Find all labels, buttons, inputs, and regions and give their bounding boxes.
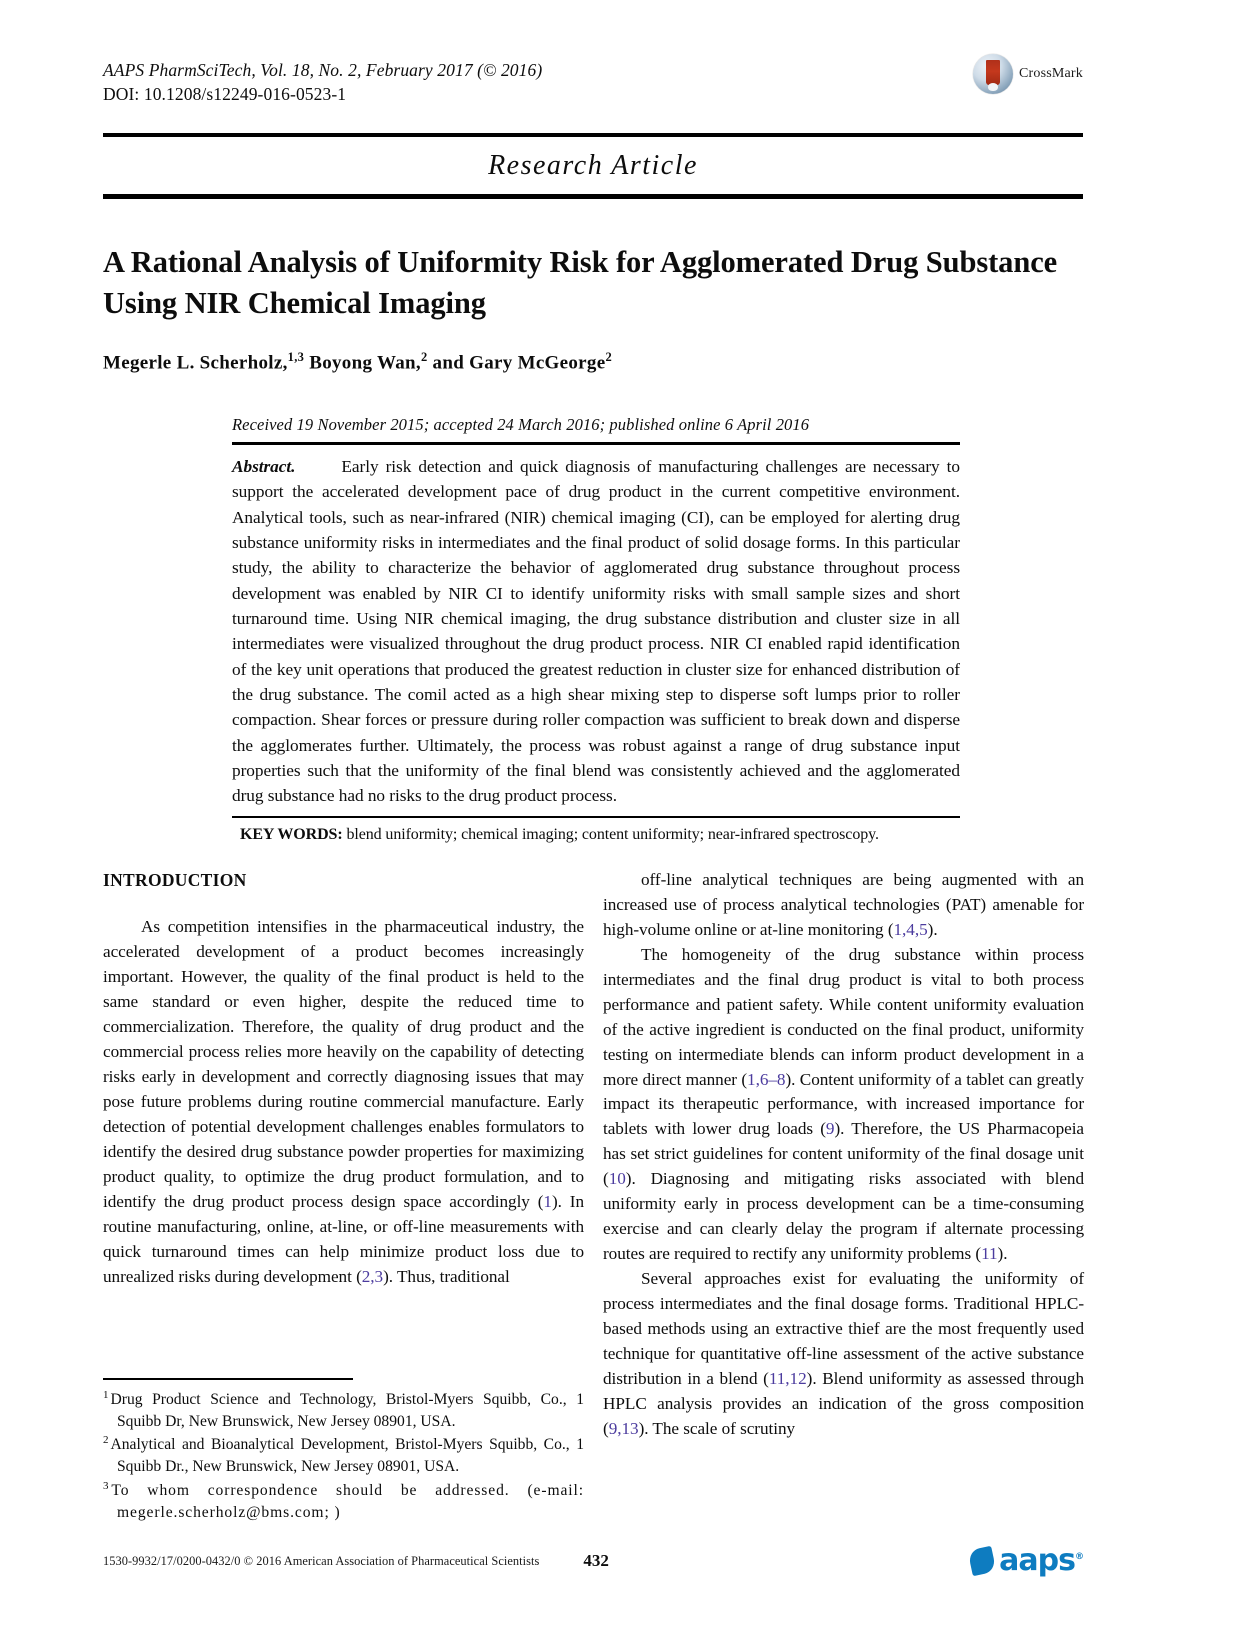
- page-footer: [103, 1543, 1083, 1578]
- masthead-text-block: [103, 58, 542, 106]
- footnote-item: [103, 1388, 584, 1433]
- author-name-1: Megerle L. Scherholz,: [103, 352, 288, 374]
- paragraph-left-1: [103, 915, 584, 1289]
- citation-link-6[interactable]: 10: [608, 1169, 626, 1189]
- aaps-wordmark-text: aaps: [999, 1543, 1075, 1578]
- crossmark-icon: [973, 54, 1013, 94]
- author-name-2: Boyong Wan,: [304, 352, 421, 374]
- journal-citation-line: AAPS PharmSciTech, Vol. 18, No. 2, February 2017 (© 2016): [103, 60, 543, 80]
- paragraph-left-1-part-a: As competition intensifies in the pharmaceutical industry, the accelerated development of a product becomes increasingly important. However, the quality of the final product is held to the same standard or even higher, despite the reduced time to commercialization. Therefore, the quality of drug product and the commercial process relies more heavily on the capability of detecting risks early in development and correctly diagnosing issues that may pose future problems during routine commercial manufacture. Early detection of potential development challenges enables formulators to identify the desired drug substance powder properties for maximizing product quality, to optimize the drug product formulation, and to identify the drug product process design space accordingly (: [103, 917, 584, 1211]
- keywords-values: blend uniformity; chemical imaging; content uniformity; near-infrared spectroscopy.: [342, 825, 879, 843]
- footnotes-block: [103, 1378, 584, 1525]
- aaps-logo: [970, 1543, 1083, 1578]
- footnote-divider: [103, 1378, 353, 1380]
- paragraph-right-2-part-b: ). Content uniformity of a tablet can greatly impact its therapeutic performance, with increased importance for tablets with lower drug loads (: [603, 1069, 1085, 1139]
- page-title: A Rational Analysis of Uniformity Risk for Agglomerated Drug Substance Using NIR Chemical Imaging: [103, 245, 1058, 320]
- abstract-block: [232, 415, 960, 844]
- citation-link-9[interactable]: 9,13: [608, 1418, 639, 1438]
- author-list: [103, 350, 1083, 374]
- body-column-right: [603, 868, 1084, 1442]
- paragraph-right-3-part-b: ). Blend uniformity as assessed through HPLC analysis provides an indication of the gross composition (: [603, 1368, 1084, 1438]
- paragraph-right-2-part-e: ).: [997, 1244, 1008, 1264]
- paragraph-right-2: [603, 943, 1084, 1267]
- paragraph-right-3: [603, 1267, 1084, 1442]
- citation-link-8[interactable]: 11,12: [768, 1368, 807, 1388]
- crossmark-badge-group[interactable]: [973, 54, 1083, 94]
- abstract-text: [232, 445, 960, 816]
- author-name-3: and Gary McGeorge: [427, 352, 606, 374]
- footnote-marker: 3: [103, 1480, 110, 1493]
- doi-line: DOI: 10.1208/s12249-016-0523-1: [103, 84, 347, 105]
- section-heading-introduction: INTRODUCTION: [103, 870, 247, 890]
- citation-link-2[interactable]: 2,3: [361, 1266, 384, 1286]
- citation-link-4[interactable]: 1,6–8: [747, 1069, 786, 1089]
- paragraph-right-2-part-a: The homogeneity of the drug substance within process intermediates and the final drug product is vital to both process performance and patient safety. While content uniformity evaluation of the active ingredient is conducted on the final product, uniformity testing on intermediate blends can inform product development in a more direct manner (: [603, 944, 1084, 1089]
- aaps-leaf-icon: [968, 1546, 997, 1576]
- masthead: [103, 58, 1083, 106]
- paragraph-right-3-part-c: ). The scale of scrutiny: [638, 1418, 796, 1438]
- paragraph-right-1-part-b: ).: [927, 919, 938, 939]
- paragraph-right-2-part-d: ). Diagnosing and mitigating risks associated with blend uniformity early in process development can be a time-consuming exercise and can clearly delay the program if alternate processing routes are required to rectify any uniformity problems (: [603, 1169, 1084, 1264]
- citation-link-7[interactable]: 11: [981, 1244, 998, 1264]
- footnote-text: Analytical and Bioanalytical Development, Bristol-Myers Squibb, Co., 1 Squibb Dr., New Brunswick, New Jersey 08901, USA.: [110, 1436, 584, 1476]
- footnote-text: To whom correspondence should be addressed. (e-mail: megerle.scherholz@bms.com; ): [111, 1482, 584, 1522]
- registered-trademark-icon: ®: [1075, 1552, 1083, 1562]
- footnote-item: [103, 1433, 584, 1478]
- article-type-label: Research Article: [488, 150, 698, 181]
- crossmark-label: CrossMark: [1018, 66, 1083, 81]
- paragraph-right-1: [603, 868, 1084, 943]
- page-number: 432: [583, 1551, 609, 1570]
- citation-link-5[interactable]: 9: [825, 1119, 835, 1139]
- paragraph-left-1-part-b: ). In routine manufacturing, online, at-line, or off-line measurements with quick turnaround times can help minimize product loss due to unrealized risks during development (: [103, 1191, 584, 1286]
- issn-copyright-line: 1530-9932/17/0200-0432/0 © 2016 American Association of Pharmaceutical Scientists: [103, 1553, 540, 1568]
- abstract-label: Abstract.: [232, 457, 296, 476]
- paragraph-left-1-part-c: ). Thus, traditional: [383, 1266, 510, 1286]
- author-affil-marker-1: 1,3: [287, 350, 305, 364]
- footnote-text: Drug Product Science and Technology, Bristol-Myers Squibb, Co., 1 Squibb Dr, New Brunswick, New Jersey 08901, USA.: [110, 1390, 584, 1430]
- paragraph-right-2-part-c: ). Therefore, the US Pharmacopeia has set strict guidelines for content uniformity of the final dosage unit (: [603, 1119, 1085, 1189]
- author-affil-marker-2: 2: [420, 350, 428, 364]
- footnote-marker: 1: [103, 1388, 109, 1401]
- paragraph-right-1-part-a: off-line analytical techniques are being augmented with an increased use of process analytical technologies (PAT) amenable for high-volume online or at-line monitoring (: [603, 870, 1084, 939]
- aaps-wordmark: [999, 1543, 1083, 1578]
- paragraph-right-3-part-a: Several approaches exist for evaluating the uniformity of process intermediates and the final dosage forms. Traditional HPLC-based methods using an extractive thief are the most frequently used technique for quantitative off-line assessment of the active substance distribution in a blend (: [603, 1269, 1084, 1388]
- abstract-paragraph: Early risk detection and quick diagnosis of manufacturing challenges are necessary to support the accelerated development pace of drug product in the current competitive environment. Analytical tools, such as near-infrared (NIR) chemical imaging (CI), can be employed for alerting drug substance uniformity risks in intermediates and the final product of solid dosage forms. In this particular study, the ability to characterize the behavior of agglomerated drug substance throughout process development was enabled by NIR CI to identify uniformity risks with small sample sizes and short turnaround time. Using NIR chemical imaging, the drug substance distribution and cluster size in all intermediates were visualized throughout the drug product process. NIR CI enabled rapid identification of the key unit operations that produced the greatest reduction in cluster size for enhanced distribution of the drug substance. The comil acted as a high shear mixing step to disperse soft lumps prior to roller compaction. Shear forces or pressure during roller compaction was sufficient to break down and disperse the agglomerates further. Ultimately, the process was robust against a range of drug substance input properties such that the uniformity of the final blend was consistently achieved and the agglomerated drug substance had no risks to the drug product process.: [232, 457, 960, 806]
- received-accepted-line: Received 19 November 2015; accepted 24 March 2016; published online 6 April 2016: [232, 415, 810, 434]
- author-affil-marker-3: 2: [605, 350, 613, 364]
- keywords-line: [232, 818, 960, 844]
- body-column-left: [103, 868, 584, 1289]
- citation-link-1[interactable]: 1: [543, 1191, 552, 1211]
- banner-rule-bottom: [103, 194, 1083, 199]
- keywords-label: KEY WORDS:: [240, 825, 343, 843]
- footnote-marker: 2: [103, 1434, 109, 1447]
- footnote-item: [103, 1479, 584, 1524]
- article-type-banner: [103, 133, 1083, 199]
- citation-link-3[interactable]: 1,4,5: [893, 919, 928, 939]
